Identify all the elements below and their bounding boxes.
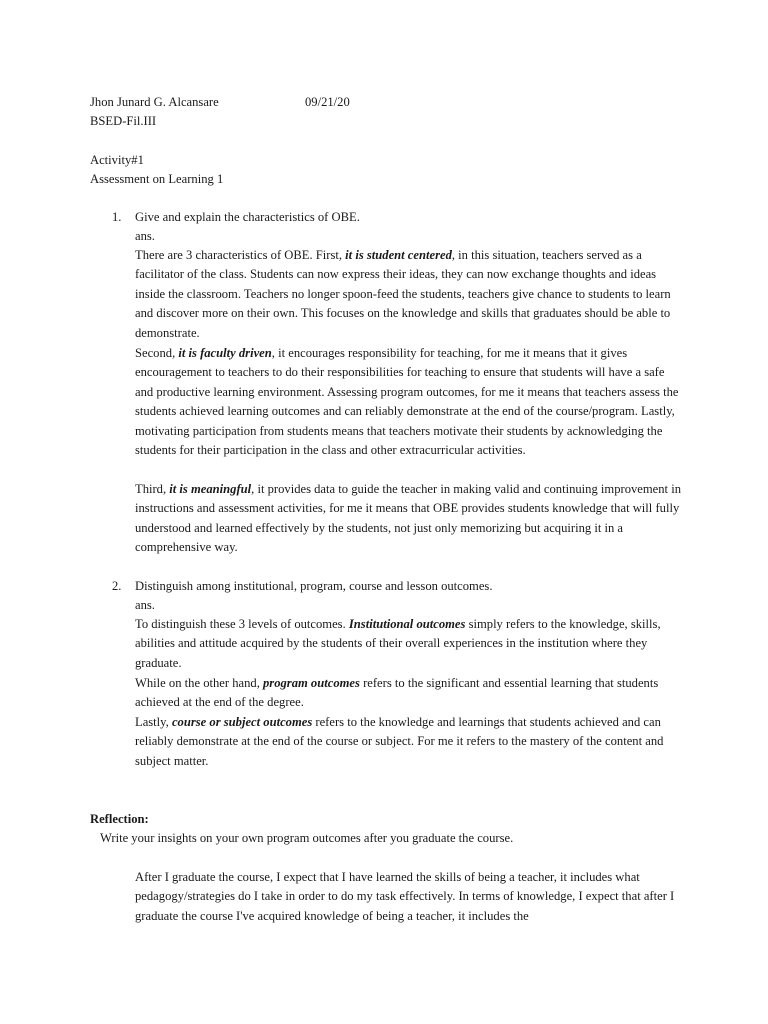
q2-paragraph-1: [135, 615, 681, 673]
q1-p1-emphasis: it is student centered: [345, 248, 452, 262]
q1-paragraph-1: [135, 246, 681, 343]
q2-p2-text: While on the other hand,: [135, 676, 263, 690]
q1-p3-emphasis: it is meaningful: [169, 482, 252, 496]
date: 09/21/20: [305, 95, 350, 109]
q1-p1-text: There are 3 characteristics of OBE. First,: [135, 248, 346, 262]
question-1-text: Give and explain the characteristics of OBE.: [135, 210, 360, 224]
q1-paragraph-2: [135, 344, 681, 460]
q1-p3-text-rest: , it provides data to guide the teacher in making valid and continuing improvement in instructions and assessment activities, for me it means that OBE provides students knowledge that will fully understood and learned effectively by the students, not just only memorizing but acquiring it in a comprehensive way.: [135, 482, 682, 555]
question-2-number: 2.: [112, 579, 122, 593]
student-name: Jhon Junard G. Alcansare: [90, 95, 219, 109]
question-1-ans-label: ans.: [135, 229, 155, 243]
q2-p2-emphasis: program outcomes: [263, 676, 360, 690]
course-section: BSED-Fil.III: [90, 114, 157, 128]
activity-title: Activity#1: [90, 153, 144, 167]
q2-paragraph-2: [135, 674, 681, 713]
q1-p1-text-rest: , in this situation, teachers served as a facilitator of the class. Students can now express their ideas, they can now exchange thoughts and ideas inside the classroom. Teachers no longer spoon-feed the students, teachers give chance to students to learn and discover more on their own. This focuses on the knowledge and skills that graduates should be able to demonstrate.: [135, 248, 671, 340]
reflection-prompt: Write your insights on your own program outcomes after you graduate the course.: [100, 831, 514, 845]
activity-subtitle: Assessment on Learning 1: [90, 172, 224, 186]
question-1-number: 1.: [112, 210, 122, 224]
q2-p1-emphasis: Institutional outcomes: [348, 617, 466, 631]
q2-p3-text-rest: refers to the knowledge and learnings that students achieved and can reliably demonstrate at the end of the course or subject. For me it refers to the mastery of the content and subject matter.: [135, 715, 664, 768]
q1-p3-text: Third,: [135, 482, 170, 496]
q2-p3-text: Lastly,: [135, 715, 172, 729]
reflection-body: After I graduate the course, I expect that I have learned the skills of being a teacher, it includes what pedagogy/strategies do I take in order to do my task effectively. In terms of knowledge, I expect that after I graduate the course I've acquired knowledge of being a teacher, it includes the: [135, 870, 675, 923]
question-2-ans-label: ans.: [135, 598, 155, 612]
q1-p2-text: Second,: [135, 346, 179, 360]
q2-p1-text-rest: simply refers to the knowledge, skills, abilities and attitude acquired by the students of their overall experiences in the institution where they graduate.: [135, 617, 661, 670]
question-2-text: Distinguish among institutional, program, course and lesson outcomes.: [135, 579, 493, 593]
q1-p2-emphasis: it is faculty driven: [178, 346, 272, 360]
reflection-heading: Reflection:: [90, 812, 149, 826]
q2-paragraph-3: [135, 713, 681, 771]
q2-p2-text-rest: refers to the significant and essential learning that students achieved at the end of the degree.: [135, 676, 659, 710]
q1-p2-text-rest: , it encourages responsibility for teaching, for me it means that it gives encouragement to teachers to do their responsibilities for teaching to ensure that students will have a safe and productive learning environment. Assessing program outcomes, for me it means that teachers assess the students achieved learning outcomes and can reliably demonstrate at the end of the course/program. Lastly, motivating participation from students means that teachers motivate their students by acknowledging the students for their participation in the class and other extracurricular activities.: [135, 346, 679, 458]
q1-paragraph-3: [135, 480, 681, 558]
q2-p1-text: To distinguish these 3 levels of outcomes.: [135, 617, 349, 631]
q2-p3-emphasis: course or subject outcomes: [171, 715, 313, 729]
